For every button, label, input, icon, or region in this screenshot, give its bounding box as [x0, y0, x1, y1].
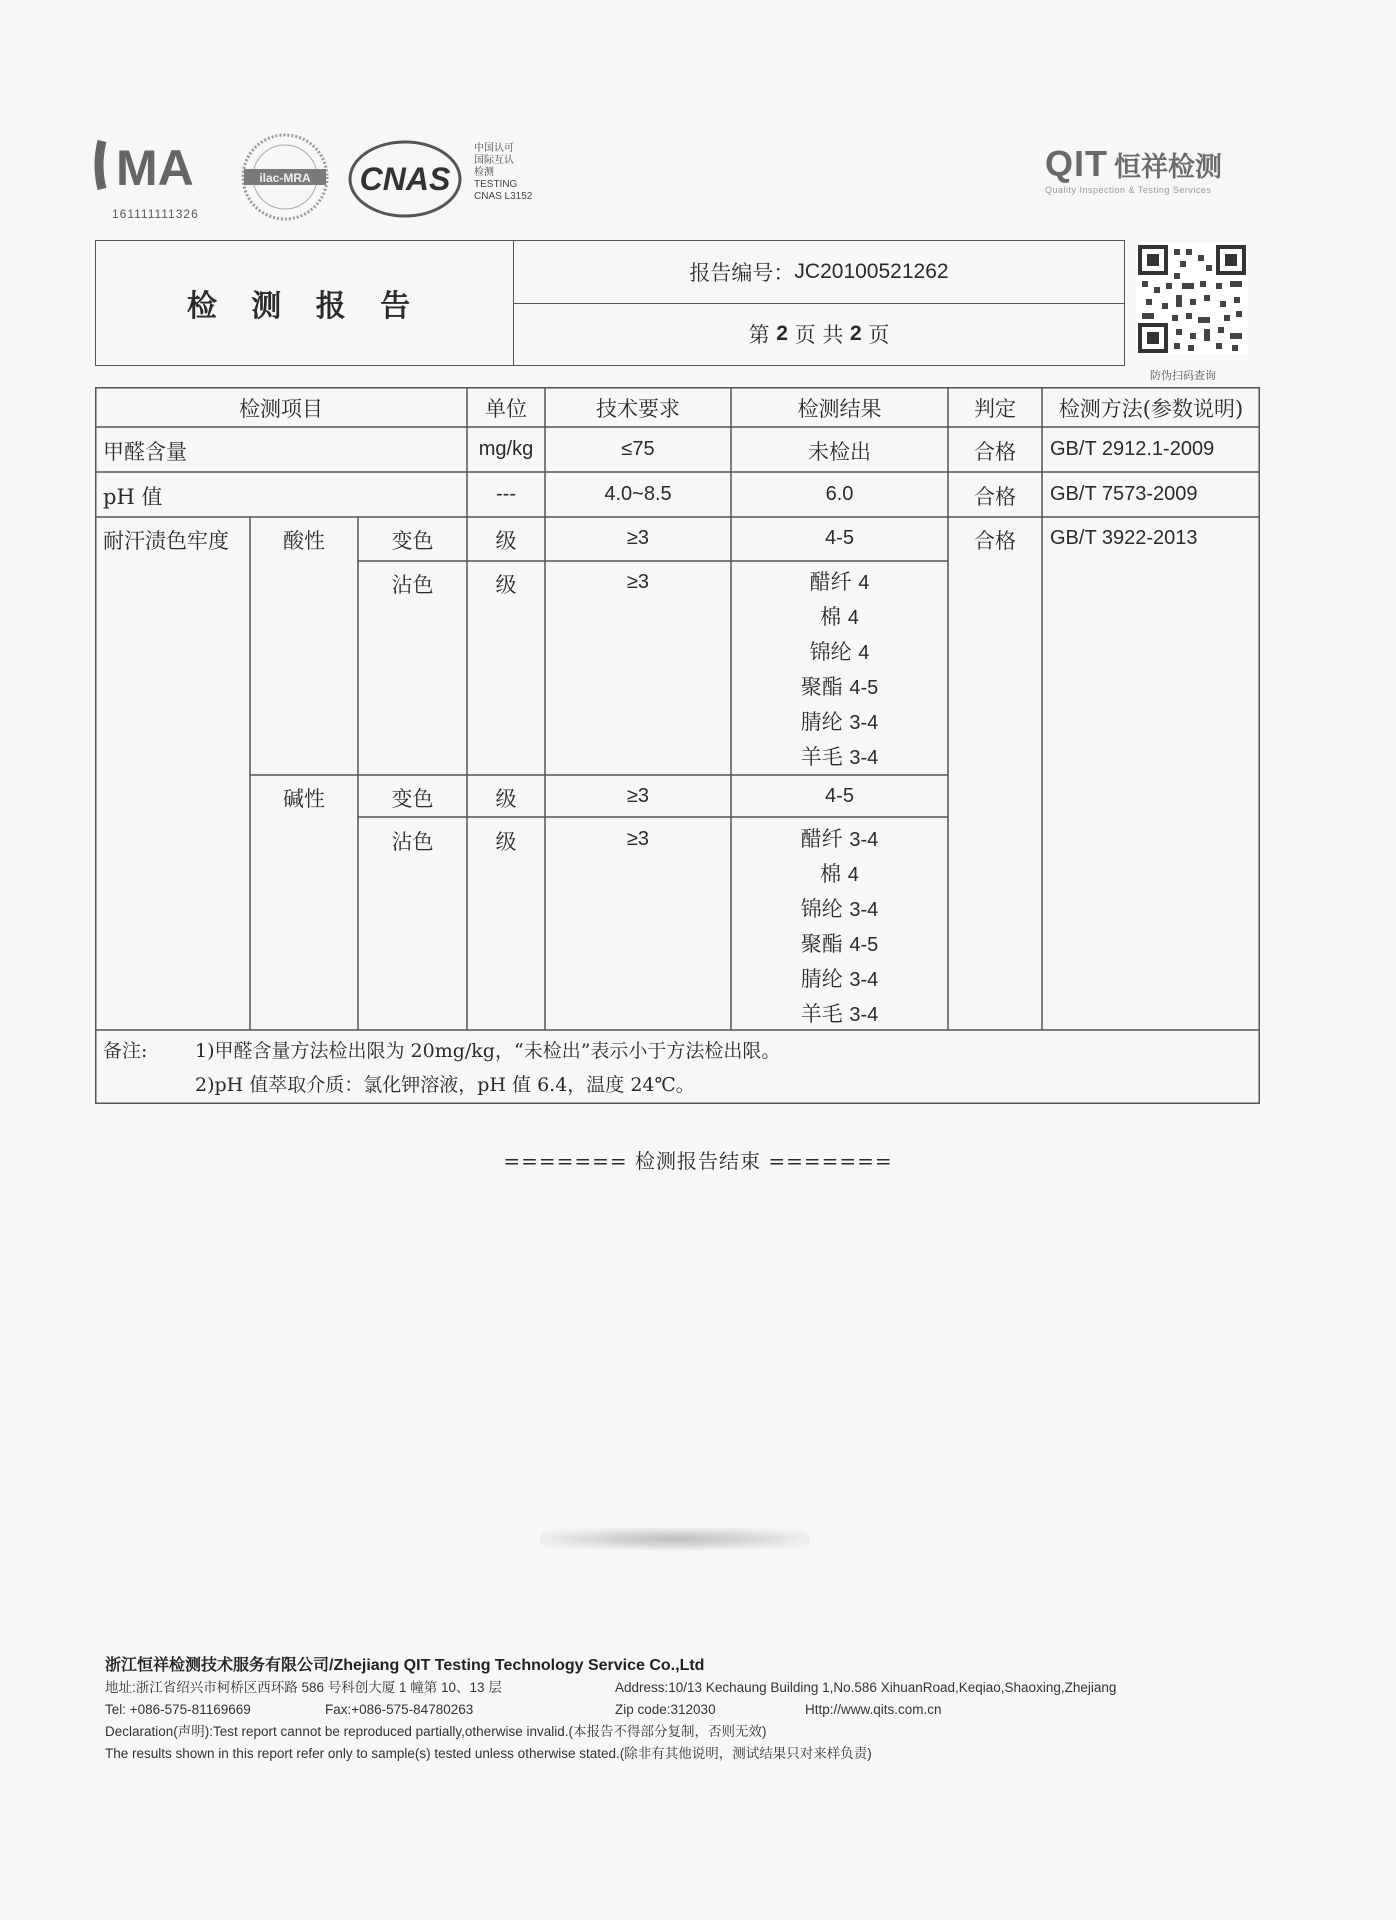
svg-text:CNAS: CNAS [359, 161, 451, 197]
list-item: 聚酯 4-5 [800, 932, 879, 956]
acid-label: 酸性 [283, 529, 325, 553]
alkali-stain-label: 沾色 [391, 830, 434, 854]
row-ph-judge: 合格 [974, 485, 1016, 509]
row-ph-result: 6.0 [825, 483, 854, 505]
cma-number: 161111111326 [112, 207, 199, 221]
row-perspiration-method: GB/T 3922-2013 [1050, 527, 1198, 549]
acid-stain-label: 沾色 [391, 573, 434, 597]
svg-text:MA: MA [116, 140, 194, 196]
note-1: 1)甲醛含量方法检出限为 20mg/kg，“未检出”表示小于方法检出限。 [195, 1040, 781, 1062]
row-ph-req: 4.0~8.5 [604, 483, 672, 505]
acid-change-label: 变色 [391, 529, 434, 553]
company-footer [105, 1655, 1285, 1765]
col-header-judgement: 判定 [974, 397, 1016, 421]
list-item: 聚酯 4-5 [800, 675, 879, 699]
alkali-change-unit: 级 [495, 787, 517, 811]
scan-smudge [540, 1528, 810, 1550]
list-item: 羊毛 3-4 [800, 1002, 879, 1026]
report-number: 报告编号： JC20100521262 [514, 241, 1124, 304]
svg-text:ilac-MRA: ilac-MRA [259, 171, 311, 185]
report-end-marker: ======= 检测报告结束 ======= [503, 1149, 893, 1173]
report-title: 检 测 报 告 [96, 241, 514, 365]
row-perspiration-judge: 合格 [974, 529, 1016, 553]
row-ph-item: pH 值 [103, 485, 163, 509]
page-indicator: 第 2 页 共 2 页 [748, 322, 890, 347]
col-header-method: 检测方法(参数说明) [1058, 397, 1244, 421]
website-link[interactable]: Http://www.qits.com.cn [805, 1702, 942, 1717]
acid-stain-results [731, 565, 948, 775]
cnas-logo [346, 138, 464, 220]
row-formaldehyde-method: GB/T 2912.1-2009 [1050, 438, 1215, 460]
alkali-stain-req: ≥3 [626, 828, 650, 850]
note-2: 2)pH 值萃取介质：氯化钾溶液，pH 值 6.4，温度 24℃。 [195, 1074, 695, 1096]
acid-stain-unit: 级 [495, 573, 517, 597]
footer-contact-row: Tel: +086-575-81169669 Fax:+086-575-84780263 Zip code:312030 Http://www.qits.com.cn [105, 1702, 942, 1717]
cnas-caption: 中国认可 国际互认 检测 TESTING CNAS L3152 [474, 143, 533, 202]
list-item: 羊毛 3-4 [800, 745, 879, 769]
alkali-change-req: ≥3 [626, 785, 650, 807]
alkali-change-label: 变色 [391, 787, 434, 811]
acid-change-req: ≥3 [626, 527, 650, 549]
row-formaldehyde-item: 甲醛含量 [103, 440, 187, 464]
alkali-label: 碱性 [283, 787, 325, 811]
row-formaldehyde-result: 未检出 [808, 440, 871, 464]
col-header-unit: 单位 [485, 397, 527, 421]
alkali-stain-results [731, 822, 948, 1032]
qit-logo: QIT 恒祥检测 Quality Inspection & Testing Services [1045, 143, 1222, 195]
list-item: 锦纶 3-4 [800, 897, 879, 921]
acid-change-unit: 级 [495, 529, 517, 553]
list-item: 醋纤 4 [809, 570, 870, 594]
acid-stain-req: ≥3 [626, 571, 650, 593]
list-item: 醋纤 3-4 [800, 827, 879, 851]
list-item: 棉 4 [820, 605, 859, 629]
row-formaldehyde-judge: 合格 [974, 440, 1016, 464]
list-item: 腈纶 3-4 [800, 710, 879, 734]
acid-change-result: 4-5 [825, 527, 854, 549]
row-ph-method: GB/T 7573-2009 [1050, 483, 1198, 505]
col-header-requirement: 技术要求 [596, 397, 680, 421]
alkali-stain-unit: 级 [495, 830, 517, 854]
company-name: 浙江恒祥检测技术服务有限公司/Zhejiang QIT Testing Technology Service Co.,Ltd [105, 1657, 705, 1674]
notes-label: 备注: [103, 1040, 148, 1062]
cma-logo [94, 133, 224, 197]
list-item: 棉 4 [820, 862, 859, 886]
footer-address-row: 地址:浙江省绍兴市柯桥区西环路 586 号科创大厦 1 幢第 10、13 层 Address:10/13 Kechaung Building 1,No.586 XihuanRoad,Keqiao,Shaoxing,Zhejiang [105, 1680, 1117, 1695]
row-ph-unit: --- [496, 483, 516, 505]
report-header [95, 240, 1125, 366]
results-table [95, 387, 1260, 1104]
list-item: 腈纶 3-4 [800, 967, 879, 991]
qr-code[interactable] [1136, 243, 1248, 355]
list-item: 锦纶 4 [809, 640, 870, 664]
notes-list [195, 1034, 780, 1102]
row-formaldehyde-req: ≤75 [621, 438, 655, 460]
ilac-mra-logo [240, 132, 330, 222]
row-perspiration-item: 耐汗渍色牢度 [103, 529, 229, 553]
row-formaldehyde-unit: mg/kg [478, 438, 534, 460]
qr-caption: 防伪扫码查询 [1150, 369, 1216, 382]
footer-results-note: The results shown in this report refer only to sample(s) tested unless otherwise stated.(除非有其他说明，测试结果只对来样负责) [105, 1746, 872, 1761]
col-header-result: 检测结果 [797, 397, 882, 421]
col-header-item: 检测项目 [239, 397, 323, 421]
alkali-change-result: 4-5 [825, 785, 854, 807]
footer-declaration: Declaration(声明):Test report cannot be reproduced partially,otherwise invalid.(本报告不得部分复制，否则无效) [105, 1724, 767, 1739]
